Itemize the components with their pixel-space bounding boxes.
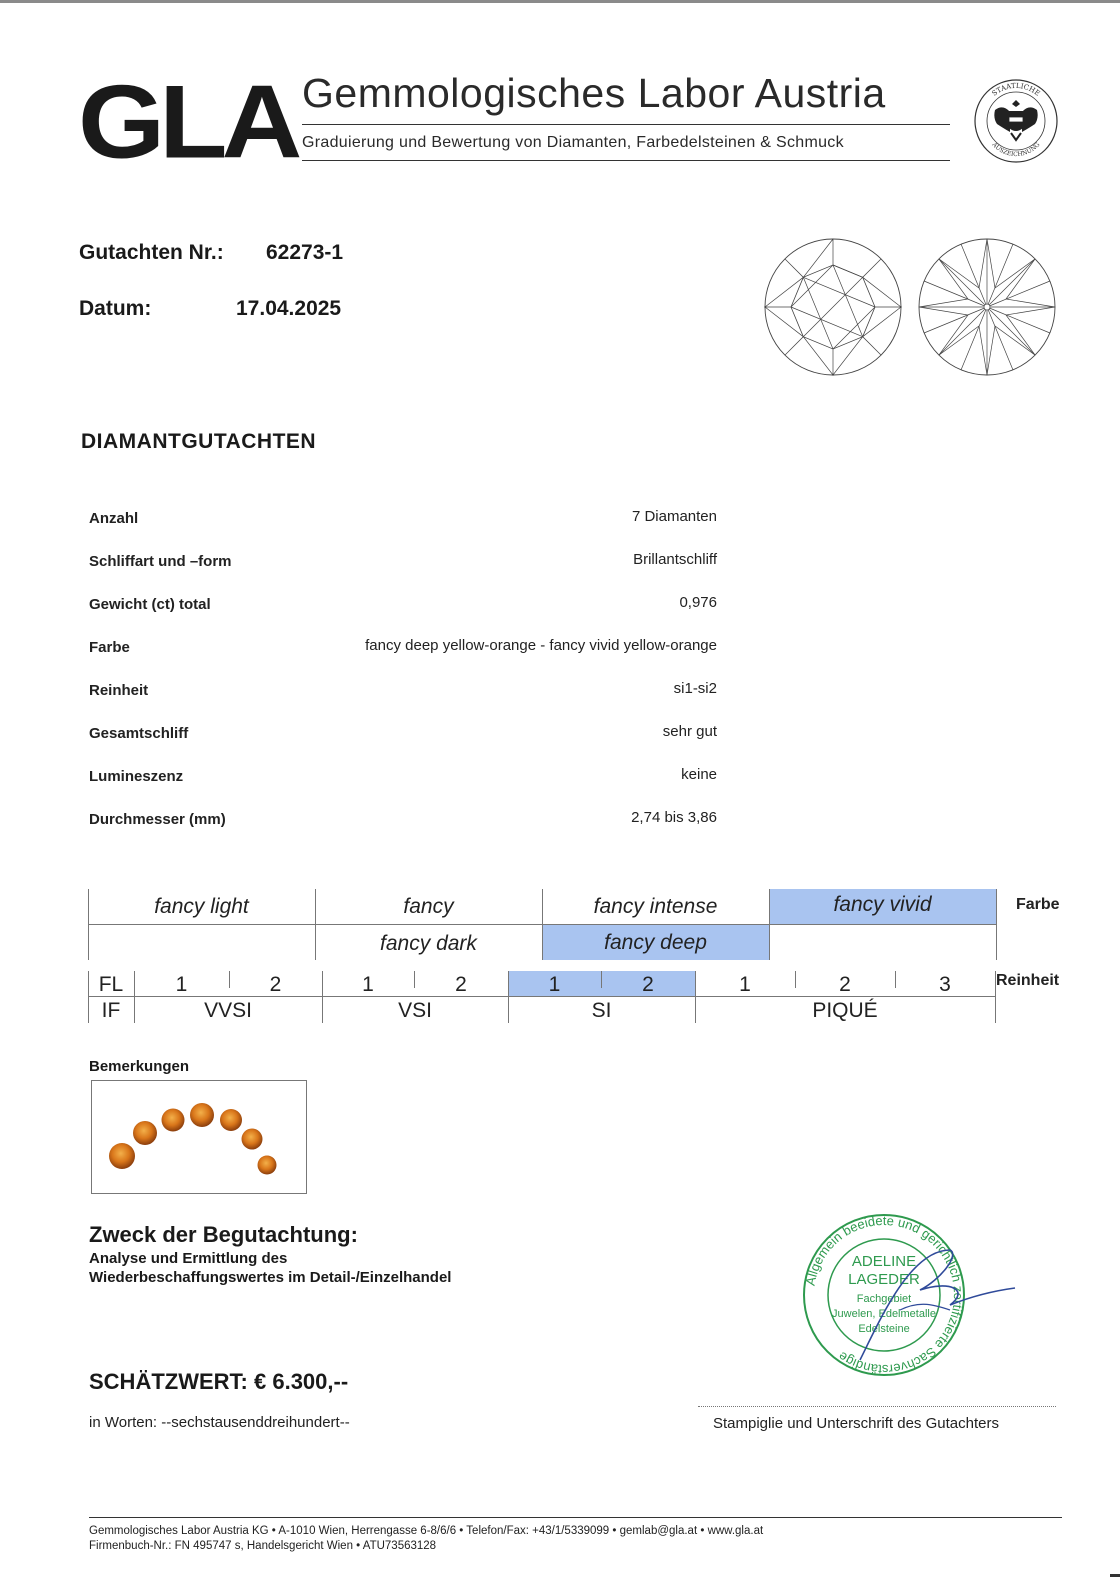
seal-top-text: STAATLICHE [990,81,1042,98]
property-value: 0,976 [679,594,717,611]
property-label: Gewicht (ct) total [89,596,211,613]
seal-bottom-text: AUSZEICHNUNG [990,141,1042,159]
clarity-group-pique: PIQUÉ [812,999,878,1022]
remarks-title: Bemerkungen [89,1058,190,1075]
lab-subtitle: Graduierung und Bewertung von Diamanten, Farbedelsteinen & Schmuck [302,134,844,151]
clarity-fl: FL [98,973,124,996]
clarity-vs-2: 2 [455,973,467,996]
clarity-vvs-1: 1 [175,973,188,996]
lab-name: Gemmologisches Labor Austria [302,70,886,116]
estimated-value-amount: € 6.300,-- [254,1369,349,1394]
property-value: sehr gut [662,723,717,740]
footer-address: Gemmologisches Labor Austria KG • A-1010 Wien, Herrengasse 6-8/6/6 • Telefon/Fax: +43/1/5339099 • gemlab@gla.at • www.gla.at [89,1525,764,1537]
color-scale-label: Farbe [1016,896,1060,913]
property-value: Brillantschliff [633,551,717,568]
gla-logo: GLA [78,63,297,180]
date-value: 17.04.2025 [236,297,342,320]
diamond-stone [109,1143,135,1169]
purpose-line-1: Analyse und Ermittlung des [89,1250,288,1267]
stamp-line-5: Edelsteine [858,1323,910,1335]
diamonds-photo-image [92,1081,306,1193]
diamond-stone [162,1109,185,1132]
color-grade-fancy-deep: fancy deep [604,931,707,954]
expert-stamp [800,1210,1020,1380]
clarity-vvs-2: 2 [269,973,282,996]
color-grade-fancy-dark: fancy dark [380,932,477,955]
property-value: keine [681,766,717,783]
page-edge-mark [1110,1574,1120,1577]
diamond-stone [133,1121,157,1145]
clarity-si-1: 1 [548,973,561,996]
estimated-value [89,1369,348,1395]
footer-rule [89,1517,1062,1518]
property-row [89,500,717,543]
property-value: 7 Diamanten [631,508,717,525]
property-label: Lumineszenz [89,768,184,785]
clarity-pique-3: 3 [939,973,951,996]
clarity-scale-label: Reinheit [996,972,1060,989]
value-in-words [89,1414,350,1431]
diamond-stone [220,1109,242,1131]
property-row [89,543,717,586]
value-in-words-label: in Worten: [89,1414,158,1431]
stamp-arc-text: Allgemein beeidete und gerichtlich zertifizierte Sachverständige [802,1212,967,1378]
clarity-vs-1: 1 [362,973,374,996]
purpose-line-2: Wiederbeschaffungswertes im Detail-/Einzelhandel [89,1269,452,1286]
property-value: si1-si2 [673,680,717,697]
property-row [89,672,717,715]
property-row [89,801,717,844]
brilliant-crown-diagram [762,236,904,378]
stamp-name-1: ADELINE [851,1253,917,1270]
property-label: Farbe [89,639,130,656]
property-row [89,629,717,672]
footer-registry: Firmenbuch-Nr.: FN 495747 s, Handelsgericht Wien • ATU73563128 [89,1540,437,1552]
property-label: Anzahl [89,510,139,527]
certificate-number-label: Gutachten Nr.: [79,241,224,264]
value-in-words-text: --sechstausenddreihundert-- [161,1414,350,1431]
clarity-pique-1: 1 [739,973,751,996]
properties-table [89,500,717,844]
header-rule-top [302,124,950,125]
color-grade-fancy-intense: fancy intense [593,895,718,918]
estimated-value-label: SCHÄTZWERT: [89,1369,248,1394]
property-row [89,715,717,758]
clarity-pique-2: 2 [839,973,851,996]
property-label: Schliffart und –form [89,553,232,570]
property-row [89,586,717,629]
clarity-si-2: 2 [642,973,654,996]
diamond-stone [190,1103,214,1127]
clarity-group-si: SI [591,999,612,1022]
property-value: 2,74 bis 3,86 [631,809,717,826]
diamond-stone [258,1156,277,1175]
color-grade-fancy-light: fancy light [154,895,249,918]
brilliant-pavilion-diagram [916,236,1058,378]
state-award-seal-icon [973,78,1059,164]
remarks-photo [91,1080,307,1194]
signature-caption: Stampiglie und Unterschrift des Gutachters [713,1415,999,1432]
property-label: Gesamtschliff [89,725,189,742]
purpose-title: Zweck der Begutachtung: [89,1222,358,1247]
certificate-number: 62273-1 [266,241,344,264]
property-row [89,758,717,801]
color-grade-fancy: fancy [403,895,454,918]
property-label: Durchmesser (mm) [89,811,226,828]
signature-line [698,1406,1056,1407]
property-value: fancy deep yellow-orange - fancy vivid yellow-orange [365,637,717,654]
stamp-line-3: Fachgebiet [856,1293,912,1305]
diamond-stone [242,1129,263,1150]
property-label: Reinheit [89,682,149,699]
stamp-name-2: LAGEDER [848,1271,920,1288]
clarity-group-vsi: VSI [398,999,432,1022]
top-border [0,0,1120,3]
section-title: DIAMANTGUTACHTEN [81,430,317,453]
clarity-group-vvsi: VVSI [204,999,252,1022]
date-label: Datum: [79,297,152,320]
color-grade-fancy-vivid: fancy vivid [833,893,932,916]
header-rule-bottom [302,160,950,161]
clarity-if: IF [101,999,121,1022]
stamp-line-4: Juwelen, Edelmetalle [832,1308,936,1320]
